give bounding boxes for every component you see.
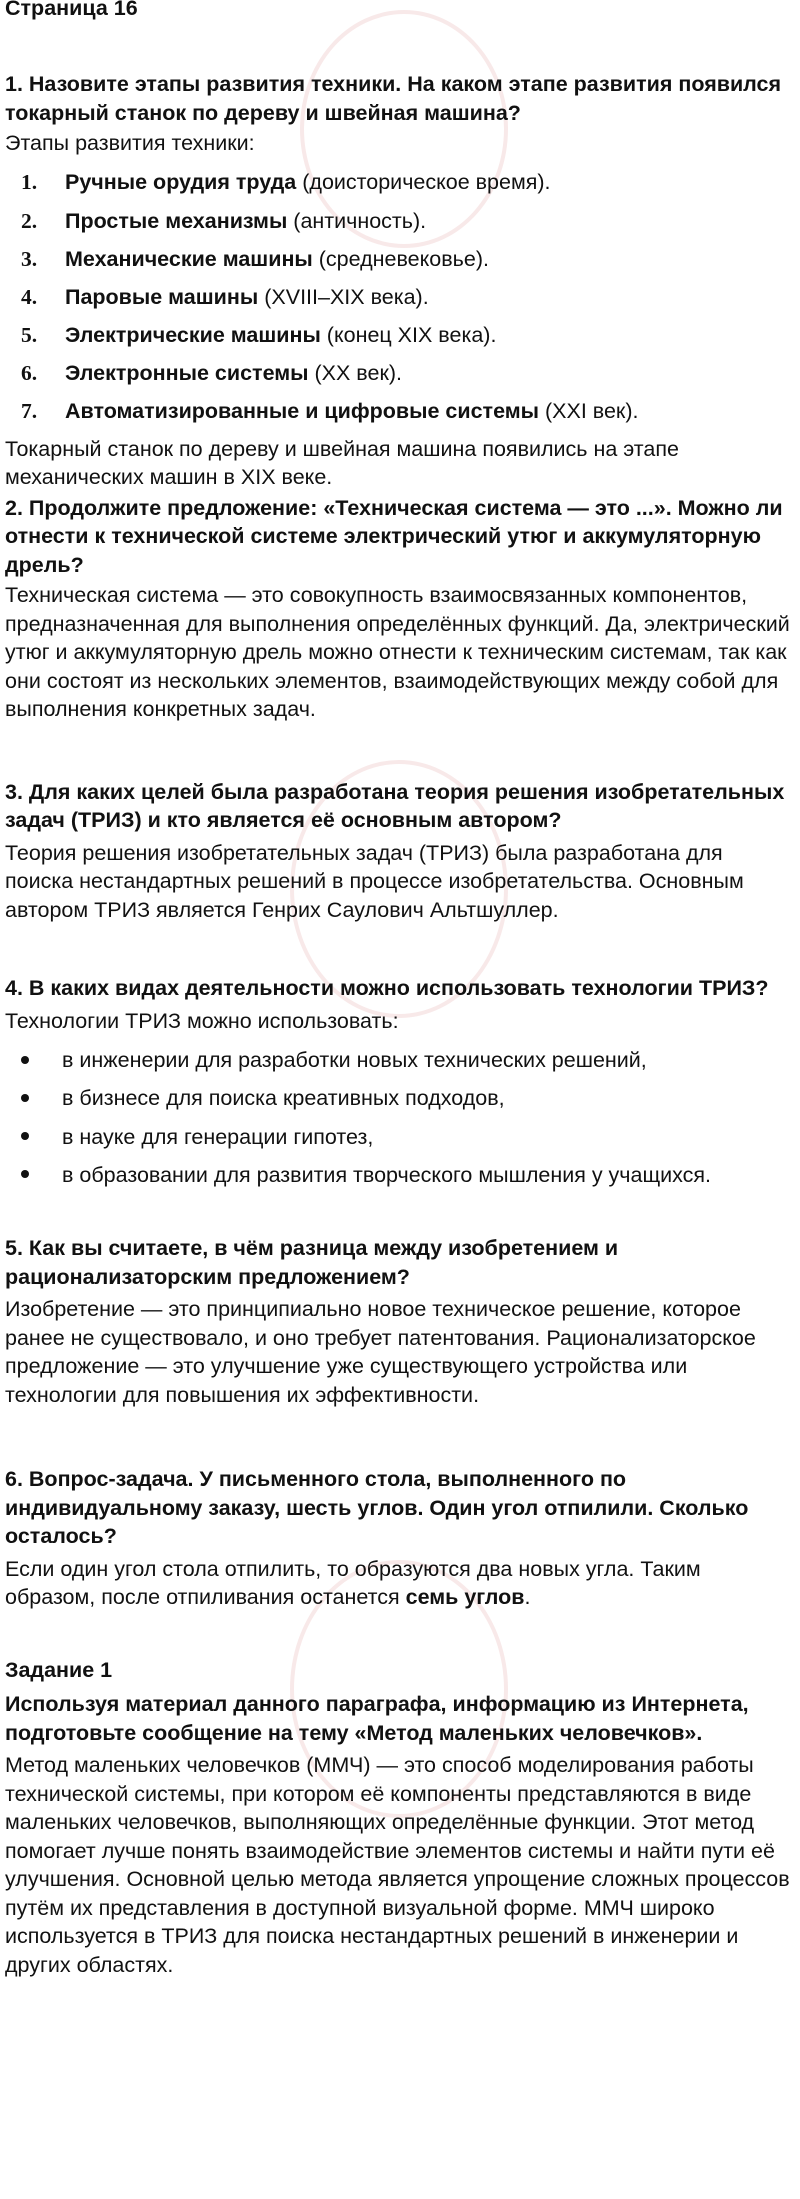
question-5 — [5, 1234, 796, 1409]
stage-period: (XXI век). — [539, 399, 639, 424]
stage-period: (XX век). — [308, 361, 402, 386]
question-6-text: 6. Вопрос-задача. У письменного стола, выполненного по индивидуальному заказу, шесть углов. Один угол отпилили. Сколько осталось? — [5, 1467, 749, 1549]
stage-name: Электронные системы — [65, 361, 309, 386]
question-2-answer: Техническая система — это совокупность взаимосвязанных компонентов, предназначенная для выполнения определённых функций. Да, электрический утюг и аккумуляторную дрель можно отнести к техническим системам, так как они состоят из нескольких элементов, взаимодействующих между собой для выполнения конкретных задач. — [5, 583, 790, 722]
list-item — [5, 240, 796, 278]
question-2 — [5, 494, 796, 724]
answer-end: . — [524, 1585, 531, 1610]
list-item — [5, 1156, 796, 1194]
list-number: 5. — [21, 323, 38, 348]
list-item-text: в науке для генерации гипотез, — [62, 1124, 374, 1149]
list-number: 4. — [21, 284, 38, 309]
stage-name: Простые механизмы — [65, 208, 288, 233]
stage-name: Механические машины — [65, 246, 313, 271]
list-number: 2. — [21, 208, 38, 233]
stage-name: Ручные орудия труда — [65, 170, 297, 195]
question-2-text: 2. Продолжите предложение: «Техническая система — это ...». Можно ли отнести к технической системе электрический утюг и аккумуляторную дрель? — [5, 495, 783, 577]
question-1 — [5, 70, 796, 492]
answer-highlight: семь углов — [405, 1585, 525, 1610]
list-item — [5, 1041, 796, 1079]
list-item — [5, 354, 796, 392]
stage-name: Паровые машины — [65, 284, 259, 309]
question-1-intro: Этапы развития техники: — [5, 131, 255, 155]
question-4-text: 4. В каких видах деятельности можно использовать технологии ТРИЗ? — [5, 976, 769, 1001]
bullet-icon — [5, 1166, 22, 1183]
list-item-text: в бизнесе для поиска креативных подходов, — [62, 1086, 505, 1111]
list-number: 7. — [21, 399, 38, 424]
list-item — [5, 1080, 796, 1118]
bullet-icon — [5, 1052, 22, 1069]
question-4 — [5, 974, 796, 1194]
question-5-text: 5. Как вы считаете, в чём разница между изобретением и рационализаторским предложением? — [5, 1236, 619, 1289]
stage-period: (конец XIX века). — [320, 323, 497, 348]
list-item-text: в образовании для развития творческого мышления у учащихся. — [62, 1162, 712, 1187]
question-6-answer — [5, 1555, 796, 1612]
list-item — [5, 316, 796, 354]
question-3-answer: Теория решения изобретательных задач (ТРИЗ) была разработана для поиска нестандартных решений в процессе изобретательства. Основным автором ТРИЗ является Генрих Саулович Альтшуллер. — [5, 840, 744, 922]
question-3 — [5, 778, 796, 925]
list-number: 3. — [21, 246, 38, 271]
bullet-icon — [5, 1128, 22, 1145]
stage-period: (XVIII–XIX века). — [258, 284, 429, 309]
list-number: 1. — [21, 170, 38, 195]
task-1-answer: Метод маленьких человечков (ММЧ) — это способ моделирования работы технической системы, при котором её компоненты представляются в виде маленьких человечков, выполняющих определённые функции. Этот метод помогает лучше понять взаимодействие элементов системы и найти пути её улучшения. Основной целью метода является упрощение сложных процессов путём их представления в доступной визуальной форме. ММЧ широко используется в ТРИЗ для поиска нестандартных решений в инженерии и других областях. — [5, 1753, 790, 1977]
question-1-answer: Токарный станок по дереву и швейная машина появились на этапе механических машин в XIX веке. — [5, 436, 679, 490]
page-title: Страница 16 — [5, 0, 138, 20]
question-1-text: 1. Назовите этапы развития техники. На каком этапе развития появился токарный станок по дереву и швейная машина? — [5, 72, 782, 125]
task-1-title: Задание 1 — [5, 1657, 113, 1682]
list-item — [5, 202, 796, 240]
question-5-answer: Изобретение — это принципиально новое техническое решение, которое ранее не существовало, и оно требует патентования. Рационализаторское предложение — это улучшение уже существующего устройства или технологии для повышения их эффективности. — [5, 1297, 756, 1407]
list-item-text: в инженерии для разработки новых технических решений, — [62, 1048, 647, 1073]
question-6 — [5, 1465, 796, 1612]
stage-period: (средневековье). — [312, 246, 489, 271]
list-item — [5, 164, 796, 202]
stage-period: (доисторическое время). — [296, 170, 551, 195]
answer-start: Если один угол стола отпилить, то образуются два новых угла. Таким образом, после отпиливания останется — [5, 1556, 701, 1610]
list-item — [5, 1118, 796, 1156]
bullet-icon — [5, 1090, 22, 1107]
question-4-intro: Технологии ТРИЗ можно использовать: — [5, 1008, 399, 1033]
list-item — [5, 278, 796, 316]
task-1-text: Используя материал данного параграфа, информацию из Интернета, подготовьте сообщение на тему «Метод маленьких человечков». — [5, 1692, 749, 1745]
task-1 — [5, 1656, 796, 1980]
development-stages-list — [5, 164, 796, 431]
triz-uses-list — [5, 1041, 796, 1194]
list-number: 6. — [21, 361, 38, 386]
stage-name: Электрические машины — [65, 323, 321, 348]
list-item — [5, 393, 796, 431]
stage-name: Автоматизированные и цифровые системы — [65, 399, 540, 424]
stage-period: (античность). — [287, 208, 427, 233]
question-3-text: 3. Для каких целей была разработана теория решения изобретательных задач (ТРИЗ) и кто является её основным автором? — [5, 779, 785, 833]
